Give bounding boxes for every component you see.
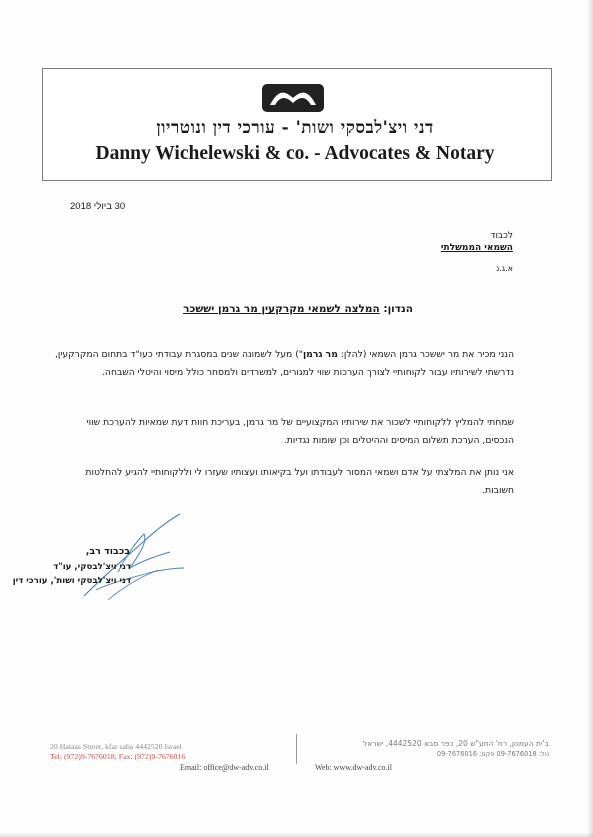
footer-divider (296, 734, 297, 764)
scan-bottom-shadow (0, 832, 593, 837)
footer-address-english: 20 Hataas Street, kfar saba 4442520 Israel (50, 742, 182, 751)
footer-website: Web: www.dw-adv.co.il (315, 763, 392, 772)
paragraph-1-bold: מר גרמן (303, 349, 338, 360)
handwritten-signature (78, 512, 188, 602)
footer-phone-hebrew: טל: 09-7676018 פקס: 09-7676016 (436, 750, 549, 758)
paragraph-2: שמחתי להמליץ ללקוחותיי לשכור את שירותיו המקצועיים של מר גרמן, בעריכת חוות דעת שמאיות להערכת שווי הנכסים, הערכת תשלום המיסים וההיטלים וכן שומות נגדיות. (86, 417, 514, 446)
subject-text: המלצה לשמאי מקרקעין מר גרמן יששכר (183, 303, 380, 315)
firm-name-hebrew: דני ויצ'לבסקי ושות' - עורכי דין ונוטריון (156, 118, 434, 138)
signature-firm: דני ויצ'לבסקי ושות', עורכי דין (12, 576, 131, 586)
paragraph-3: אני נותן את המלצתי על אדם ושמאי המסור לעבודתו ועל בקיאותו ועצותיו שעזרו לי וללקוחותיי להגיע להחלטות חשובות. (85, 467, 514, 496)
firm-name-english: Danny Wichelewski & co. - Advocates & Notary (95, 143, 495, 164)
paragraph-1-start: הנני מכיר את מר יששכר גרמן השמאי (להלן: (337, 349, 514, 360)
subject-label: הנדון: (383, 303, 413, 315)
scan-edge-shadow (587, 0, 593, 837)
firm-logo-icon (262, 84, 324, 112)
signature-closing: בכבוד רב, (85, 546, 130, 557)
letter-date: 30 ביולי 2018 (70, 201, 126, 212)
greeting: א.ג.נ (496, 264, 513, 273)
footer-address-hebrew: ב'ית העמנון, רח' התע"ש 20, כפר סבא 4442520, ישראל (362, 739, 549, 748)
paragraph-1-rest: ") מעל לשמונה שנים במסגרת עבודתי כעו"ד בתחום המקרקעין, נדרשתי לשירותיו עבור לקוחותיי לצורך הערכות שווי למגורים, למשרדים ולמסחר כולל מיסוי והיטלי השבחה. (54, 349, 514, 378)
footer-phone-english: Tel: (972)9-7676018; Fax: (972)9-7676016 (50, 752, 186, 761)
signature-name: דני ויצ'לבסקי, עו"ד (53, 562, 131, 572)
footer-email: Email: office@dw-adv.co.il (180, 763, 269, 772)
to-line: לכבוד (490, 231, 513, 241)
paragraph-1 (54, 346, 514, 382)
recipient: השמאי הממשלתי (440, 243, 513, 253)
subject-line (83, 303, 513, 315)
